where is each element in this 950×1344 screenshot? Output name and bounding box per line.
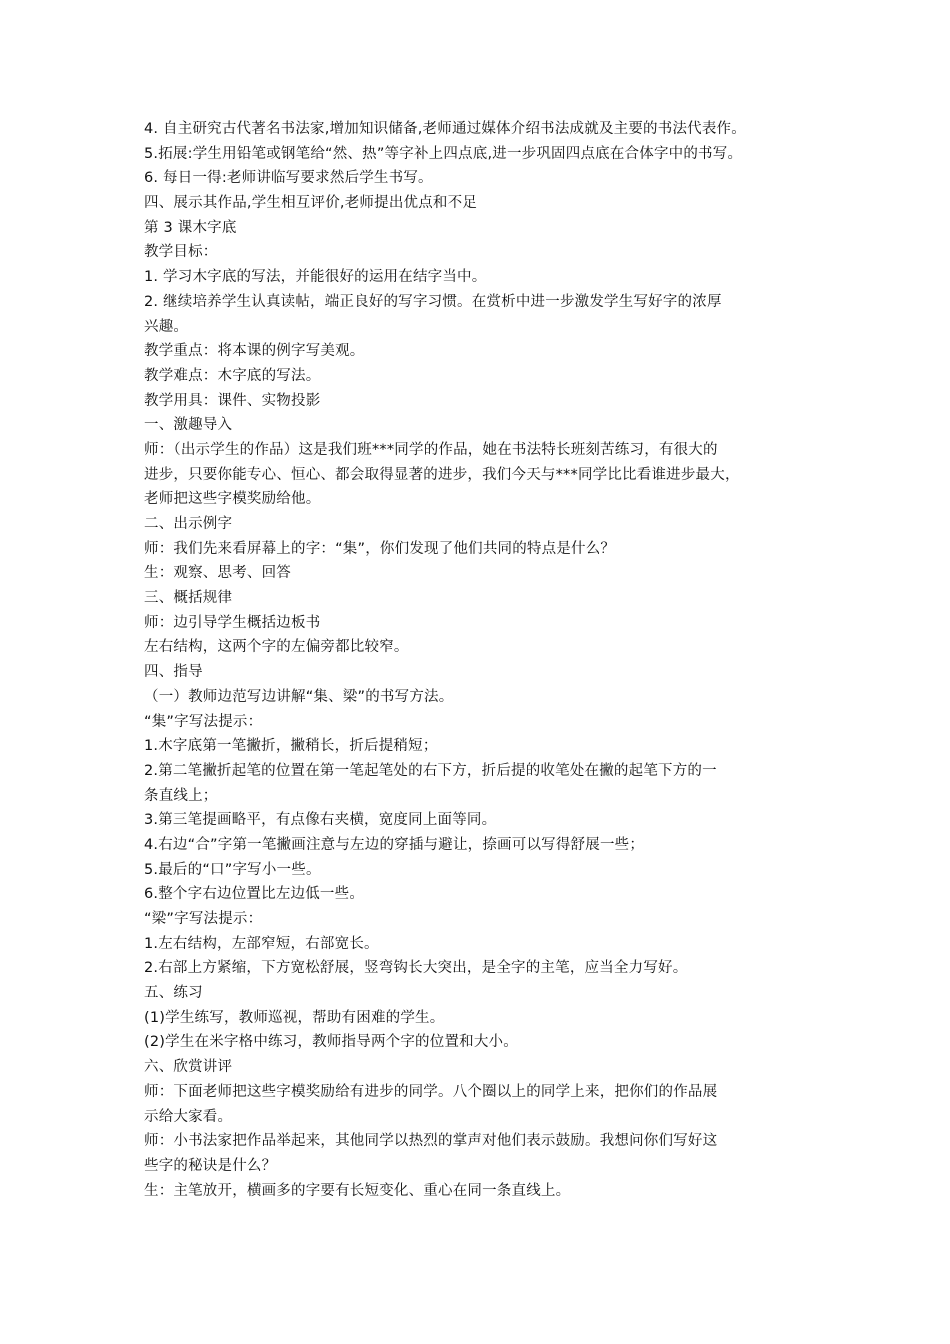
section-heading: 四、指导 <box>144 664 203 681</box>
section-heading: 三、概括规律 <box>144 590 233 607</box>
text-line: 教学目标： <box>144 244 218 261</box>
text-line: 教学重点：将本课的例字写美观。 <box>144 343 365 360</box>
text-line: 师：小书法家把作品举起来，其他同学以热烈的掌声对他们表示鼓励。我想问你们写好这 <box>144 1133 718 1150</box>
text-line: 师：（出示学生的作品）这是我们班***同学的作品，她在书法特长班刻苦练习，有很大的 <box>144 441 718 458</box>
text-line: 师：下面老师把这些字模奖励给有进步的同学。八个圈以上的同学上来，把你们的作品展 <box>144 1083 718 1100</box>
text-line: 示给大家看。 <box>144 1108 233 1125</box>
text-line: （一）教师边范写边讲解“集、梁”的书写方法。 <box>144 688 454 705</box>
section-heading: 五、练习 <box>144 985 203 1002</box>
text-line: 4.右边“合”字第一笔撇画注意与左边的穿插与避让，捺画可以写得舒展一些； <box>144 836 645 853</box>
text-line: 2.右部上方紧缩，下方宽松舒展，竖弯钩长大突出，是全字的主笔，应当全力写好。 <box>144 960 688 977</box>
lesson-title: 第 3 课木字底 <box>144 219 237 236</box>
document-body <box>144 117 834 1203</box>
text-line: 条直线上； <box>144 787 218 804</box>
text-line: 师：我们先来看屏幕上的字：“集”，你们发现了他们共同的特点是什么？ <box>144 540 616 557</box>
section-heading: 四、展示其作品,学生相互评价,老师提出优点和不足 <box>144 195 478 212</box>
text-line: 教学用具：课件、实物投影 <box>144 392 321 409</box>
text-line: 生：主笔放开，横画多的字要有长短变化、重心在同一条直线上。 <box>144 1182 571 1199</box>
text-line: “集”字写法提示： <box>144 713 263 730</box>
text-line: 5.最后的“口”字写小一些。 <box>144 861 321 878</box>
text-line: 进步，只要你能专心、恒心、都会取得显著的进步，我们今天与***同学比比看谁进步最大， <box>144 466 740 483</box>
text-line: 6. 每日一得:老师讲临写要求然后学生书写。 <box>144 170 433 187</box>
text-line: 2. 继续培养学生认真读帖，端正良好的写字习惯。在赏析中进一步激发学生写好字的浓厚 <box>144 293 722 310</box>
text-line: 1. 学习木字底的写法，并能很好的运用在结字当中。 <box>144 269 487 286</box>
text-line: 4. 自主研究古代著名书法家,增加知识储备,老师通过媒体介绍书法成就及主要的书法代表作。 <box>144 121 746 137</box>
text-line: 师：边引导学生概括边板书 <box>144 614 321 631</box>
section-heading: 一、激趣导入 <box>144 417 233 434</box>
text-line: 5.拓展:学生用铅笔或钢笔给“然、热”等字补上四点底,进一步巩固四点底在合体字中的书写。 <box>144 145 743 162</box>
text-line: “梁”字写法提示： <box>144 911 263 927</box>
text-line: 老师把这些字模奖励给他。 <box>144 491 321 508</box>
section-heading: 六、欣赏讲评 <box>144 1059 233 1076</box>
text-line: 1.木字底第一笔撇折，撇稍长，折后提稍短； <box>144 738 438 755</box>
text-line: 教学难点：木字底的写法。 <box>144 367 321 384</box>
text-line: 6.整个字右边位置比左边低一些。 <box>144 886 365 903</box>
text-line: (2)学生在米字格中练习，教师指导两个字的位置和大小。 <box>144 1034 518 1051</box>
section-heading: 二、出示例字 <box>144 516 233 532</box>
text-line: (1)学生练写，教师巡视，帮助有困难的学生。 <box>144 1009 445 1026</box>
text-line: 生：观察、思考、回答 <box>144 565 291 582</box>
text-line: 些字的秘诀是什么？ <box>144 1157 277 1174</box>
text-line: 兴趣。 <box>144 318 189 335</box>
text-line: 1.左右结构，左部窄短，右部宽长。 <box>144 935 379 952</box>
text-line: 2.第二笔撇折起笔的位置在第一笔起笔处的右下方，折后提的收笔处在撇的起笔下方的一 <box>144 762 717 779</box>
text-line: 3.第三笔提画略平，有点像右夹横，宽度同上面等同。 <box>144 812 497 829</box>
text-line: 左右结构，这两个字的左偏旁都比较窄。 <box>144 639 409 656</box>
